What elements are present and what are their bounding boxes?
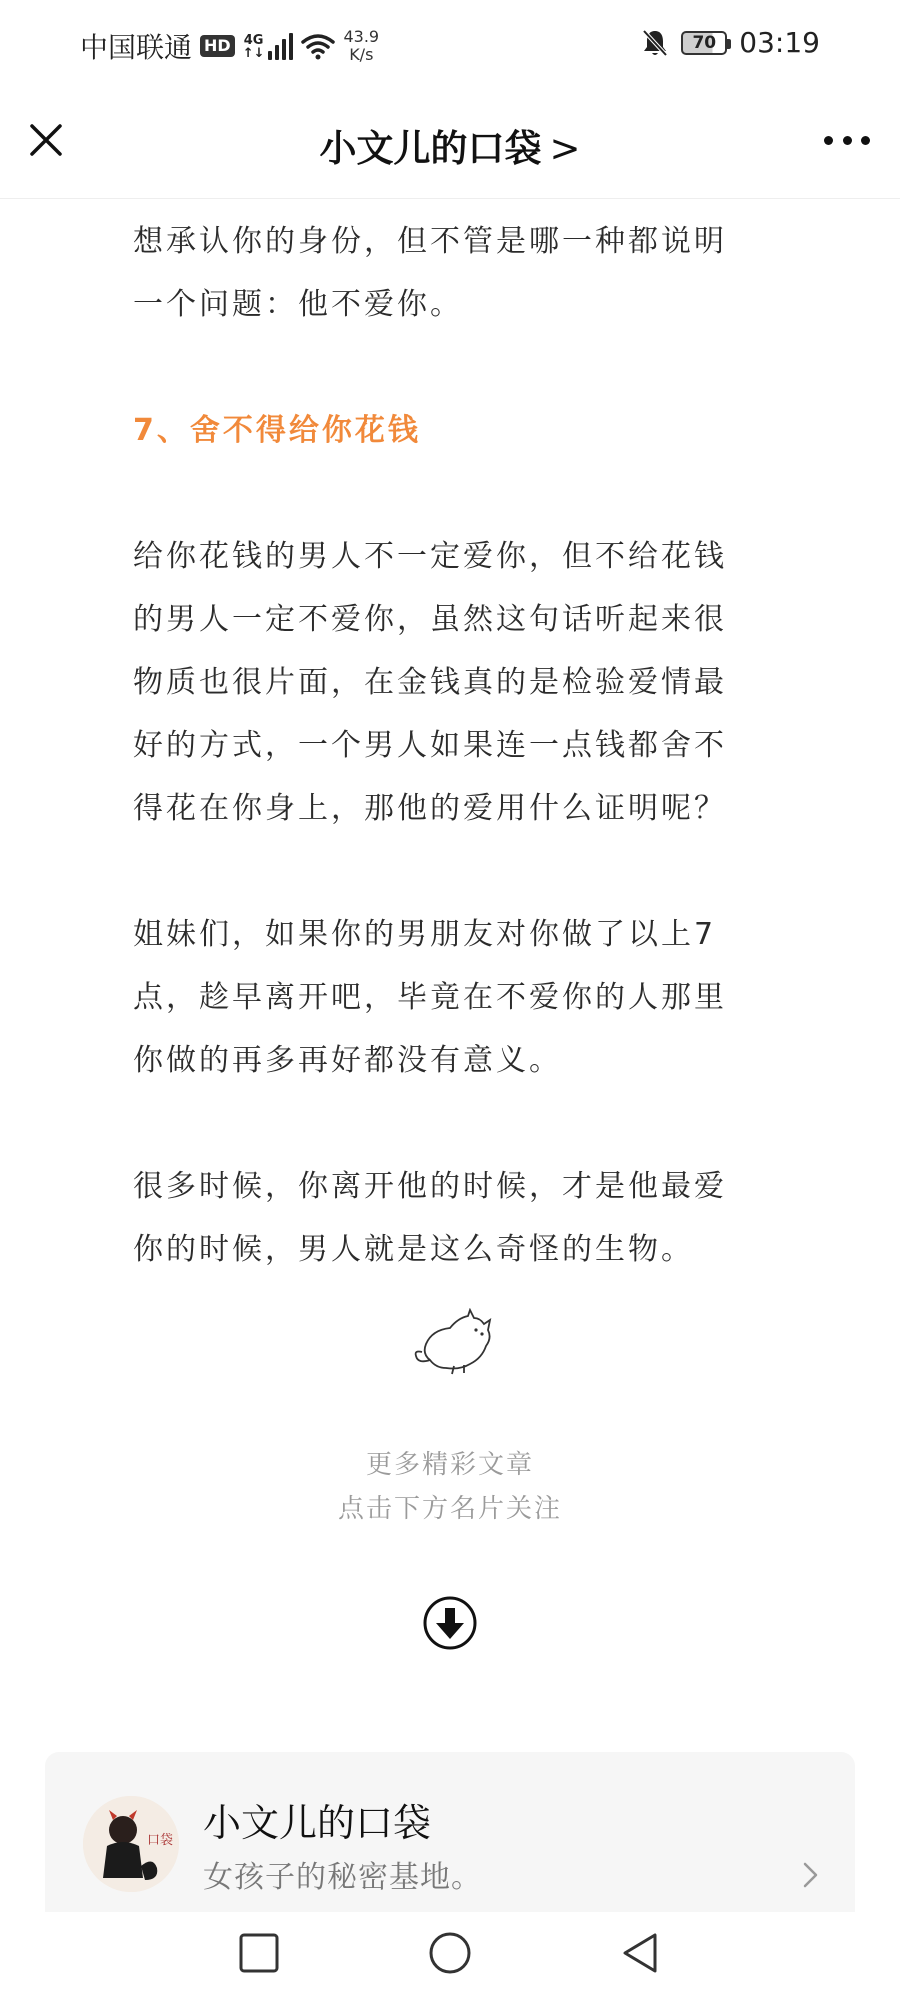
more-options-button[interactable]: [824, 132, 870, 148]
speed-unit: K/s: [349, 45, 374, 64]
chevron-right-icon: >: [549, 127, 581, 170]
battery-indicator: [681, 31, 727, 55]
profile-description: 女孩子的秘密基地。: [203, 1860, 482, 1895]
arrow-down-circle-icon: [422, 1595, 478, 1651]
text-line: 你的时候，男人就是这么奇怪的生物。: [133, 1232, 694, 1267]
text-line: 点，趁早离开吧，毕竟在不爱你的人那里: [133, 980, 727, 1015]
system-navigation-bar: [0, 1912, 900, 2000]
text-line: 一个问题：他不爱你。: [133, 287, 463, 322]
cat-illustration-icon: [410, 1308, 500, 1378]
dot-icon: [861, 136, 870, 145]
article-paragraph: [133, 210, 773, 336]
status-left: [80, 26, 379, 66]
avatar-logo-text: 口袋: [147, 1833, 174, 1848]
article-paragraph: [133, 1155, 773, 1281]
avatar: [83, 1796, 179, 1892]
home-circle-icon[interactable]: [427, 1930, 473, 1976]
section-heading: 7、舍不得给你花钱: [133, 413, 421, 448]
avatar-girl-cat-icon: [83, 1796, 179, 1892]
bell-muted-icon: [641, 28, 669, 58]
battery-level: 70: [692, 32, 717, 53]
clock: 03:19: [739, 26, 820, 59]
back-triangle-icon[interactable]: [617, 1930, 663, 1976]
cta-line-follow: 点击下方名片关注: [337, 1494, 562, 1524]
text-line: 给你花钱的男人不一定爱你，但不给花钱: [133, 539, 727, 574]
text-line: 好的方式，一个男人如果连一点钱都舍不: [133, 728, 727, 763]
cta-line-more-articles: 更多精彩文章: [365, 1450, 534, 1480]
network-label: 4G: [243, 33, 264, 48]
account-title-text: 小文儿的口袋: [319, 127, 542, 170]
profile-name: 小文儿的口袋: [203, 1801, 432, 1845]
text-line: 你做的再多再好都没有意义。: [133, 1043, 562, 1078]
speed-value: 43.9: [343, 27, 380, 46]
wifi-icon: [301, 32, 335, 60]
network-speed: [343, 28, 379, 64]
text-line: 想承认你的身份，但不管是哪一种都说明: [133, 224, 727, 259]
text-line: 很多时候，你离开他的时候，才是他最爱: [133, 1169, 727, 1204]
updown-arrows-icon: ↑↓: [242, 46, 265, 61]
article-paragraph: [133, 525, 773, 840]
status-right: [641, 26, 820, 59]
carrier-name: 中国联通: [80, 31, 193, 64]
hd-badge: HD: [200, 35, 235, 57]
status-bar: [0, 0, 900, 92]
profile-card[interactable]: [45, 1752, 855, 1912]
account-title[interactable]: [0, 118, 900, 172]
signal-icon: [243, 32, 294, 60]
text-line: 得花在你身上，那他的爱用什么证明呢？: [133, 791, 727, 826]
recent-apps-square-icon[interactable]: [236, 1930, 282, 1976]
signal-bars-icon: [268, 32, 293, 60]
text-line: 物质也很片面，在金钱真的是检验爱情最: [133, 665, 727, 700]
dot-icon: [843, 136, 852, 145]
dot-icon: [824, 136, 833, 145]
article-paragraph: [133, 903, 773, 1092]
chevron-right-icon: [801, 1860, 821, 1890]
article-body: [133, 210, 773, 1281]
text-line: 姐妹们，如果你的男朋友对你做了以上7: [133, 917, 717, 952]
text-line: 的男人一定不爱你，虽然这句话听起来很: [133, 602, 727, 637]
network-type: [243, 34, 265, 60]
nav-bar: [0, 92, 900, 199]
